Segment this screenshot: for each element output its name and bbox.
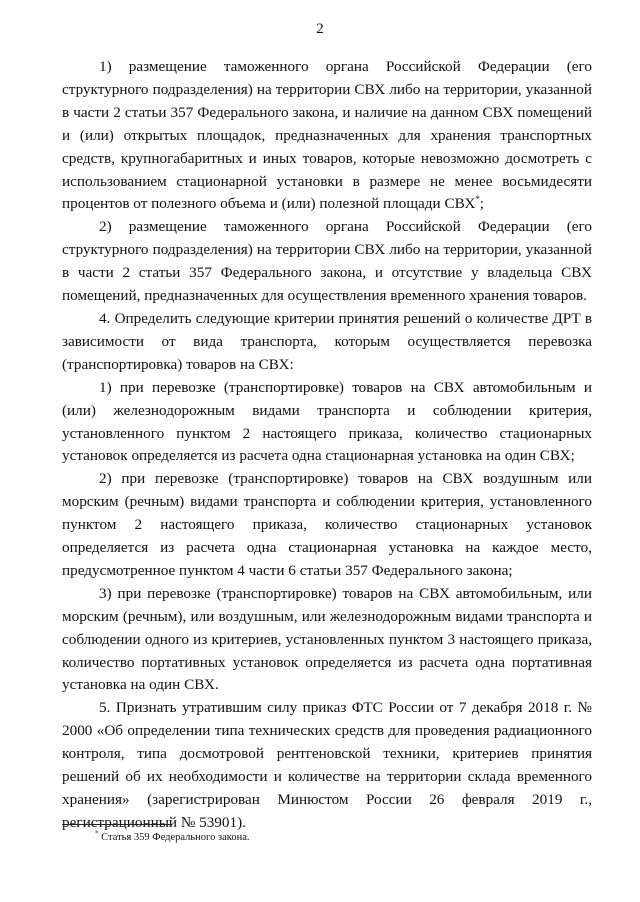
paragraph-1 [62, 56, 592, 216]
paragraph-2: 2) размещение таможенного органа Российской Федерации (его структурного подразделения) на территории СВХ либо на территории, указанной в части 2 статьи 357 Федерального закона, и отсутствие у владельца СВХ помещений, предназначенных для осуществления временного хранения товаров. [62, 218, 592, 305]
paragraph-7: 5. Признать утратившим силу приказ ФТС России от 7 декабря 2018 г. № 2000 «Об определении типа технических средств для проведения радиационного контроля, типа досмотровой рентгеновской техники, критериев принятия решений об их необходимости и количестве на территории склада временного хранения» (зарегистрирован Минюстом России 26 февраля 2019 г., регистрационный № 53901). [62, 699, 592, 831]
paragraph-3: 4. Определить следующие критерии принятия решений о количестве ДРТ в зависимости от вида транспорта, которым осуществляется перевозка (транспортировка) товаров на СВХ: [62, 309, 592, 373]
paragraph-5: 2) при перевозке (транспортировке) товаров на СВХ воздушным или морским (речным) видами транспорта и соблюдении критерия, установленного пунктом 2 настоящего приказа, количество стационарных установок определяется из расчета одна стационарная установка на каждое место, предусмотренное пунктом 4 части 6 статьи 357 Федерального закона; [62, 470, 592, 579]
footnote-divider [62, 824, 172, 825]
page-number: 2 [316, 21, 324, 37]
document-body [62, 56, 592, 835]
paragraph-6: 3) при перевозке (транспортировке) товаров на СВХ автомобильным, или морским (речным), или воздушным, или железнодорожным видами транспорта и соблюдении одного из критериев, установленных пунктом 3 настоящего приказа, количество портативных установок определяется из расчета одна портативная установка на один СВХ. [62, 584, 592, 694]
paragraph-1-text: 1) размещение таможенного органа Российской Федерации (его структурного подразделения) на территории СВХ либо на территории, указанной в части 2 статьи 357 Федерального закона, и наличие на данном СВХ помещений и (или) открытых площадок, предназначенных для хранения транспортных средств, крупногабаритных и иных товаров, которые невозможно досмотреть с использованием стационарной установки в размере не менее восьмидесяти процентов от полезного объема и (или) полезной площади СВХ [62, 58, 592, 213]
paragraph-4: 1) при перевозке (транспортировке) товаров на СВХ автомобильным и (или) железнодорожным видами транспорта и соблюдении критерия, установленного пунктом 2 настоящего приказа, количество стационарных установок определяется из расчета одна стационарная установка на один СВХ; [62, 378, 592, 465]
footnote-mark: * [95, 829, 99, 838]
paragraph-1-tail: ; [479, 195, 485, 213]
footnote [95, 831, 249, 844]
footnote-reference: * [475, 194, 480, 205]
footnote-text: Статья 359 Федерального закона. [101, 832, 250, 843]
